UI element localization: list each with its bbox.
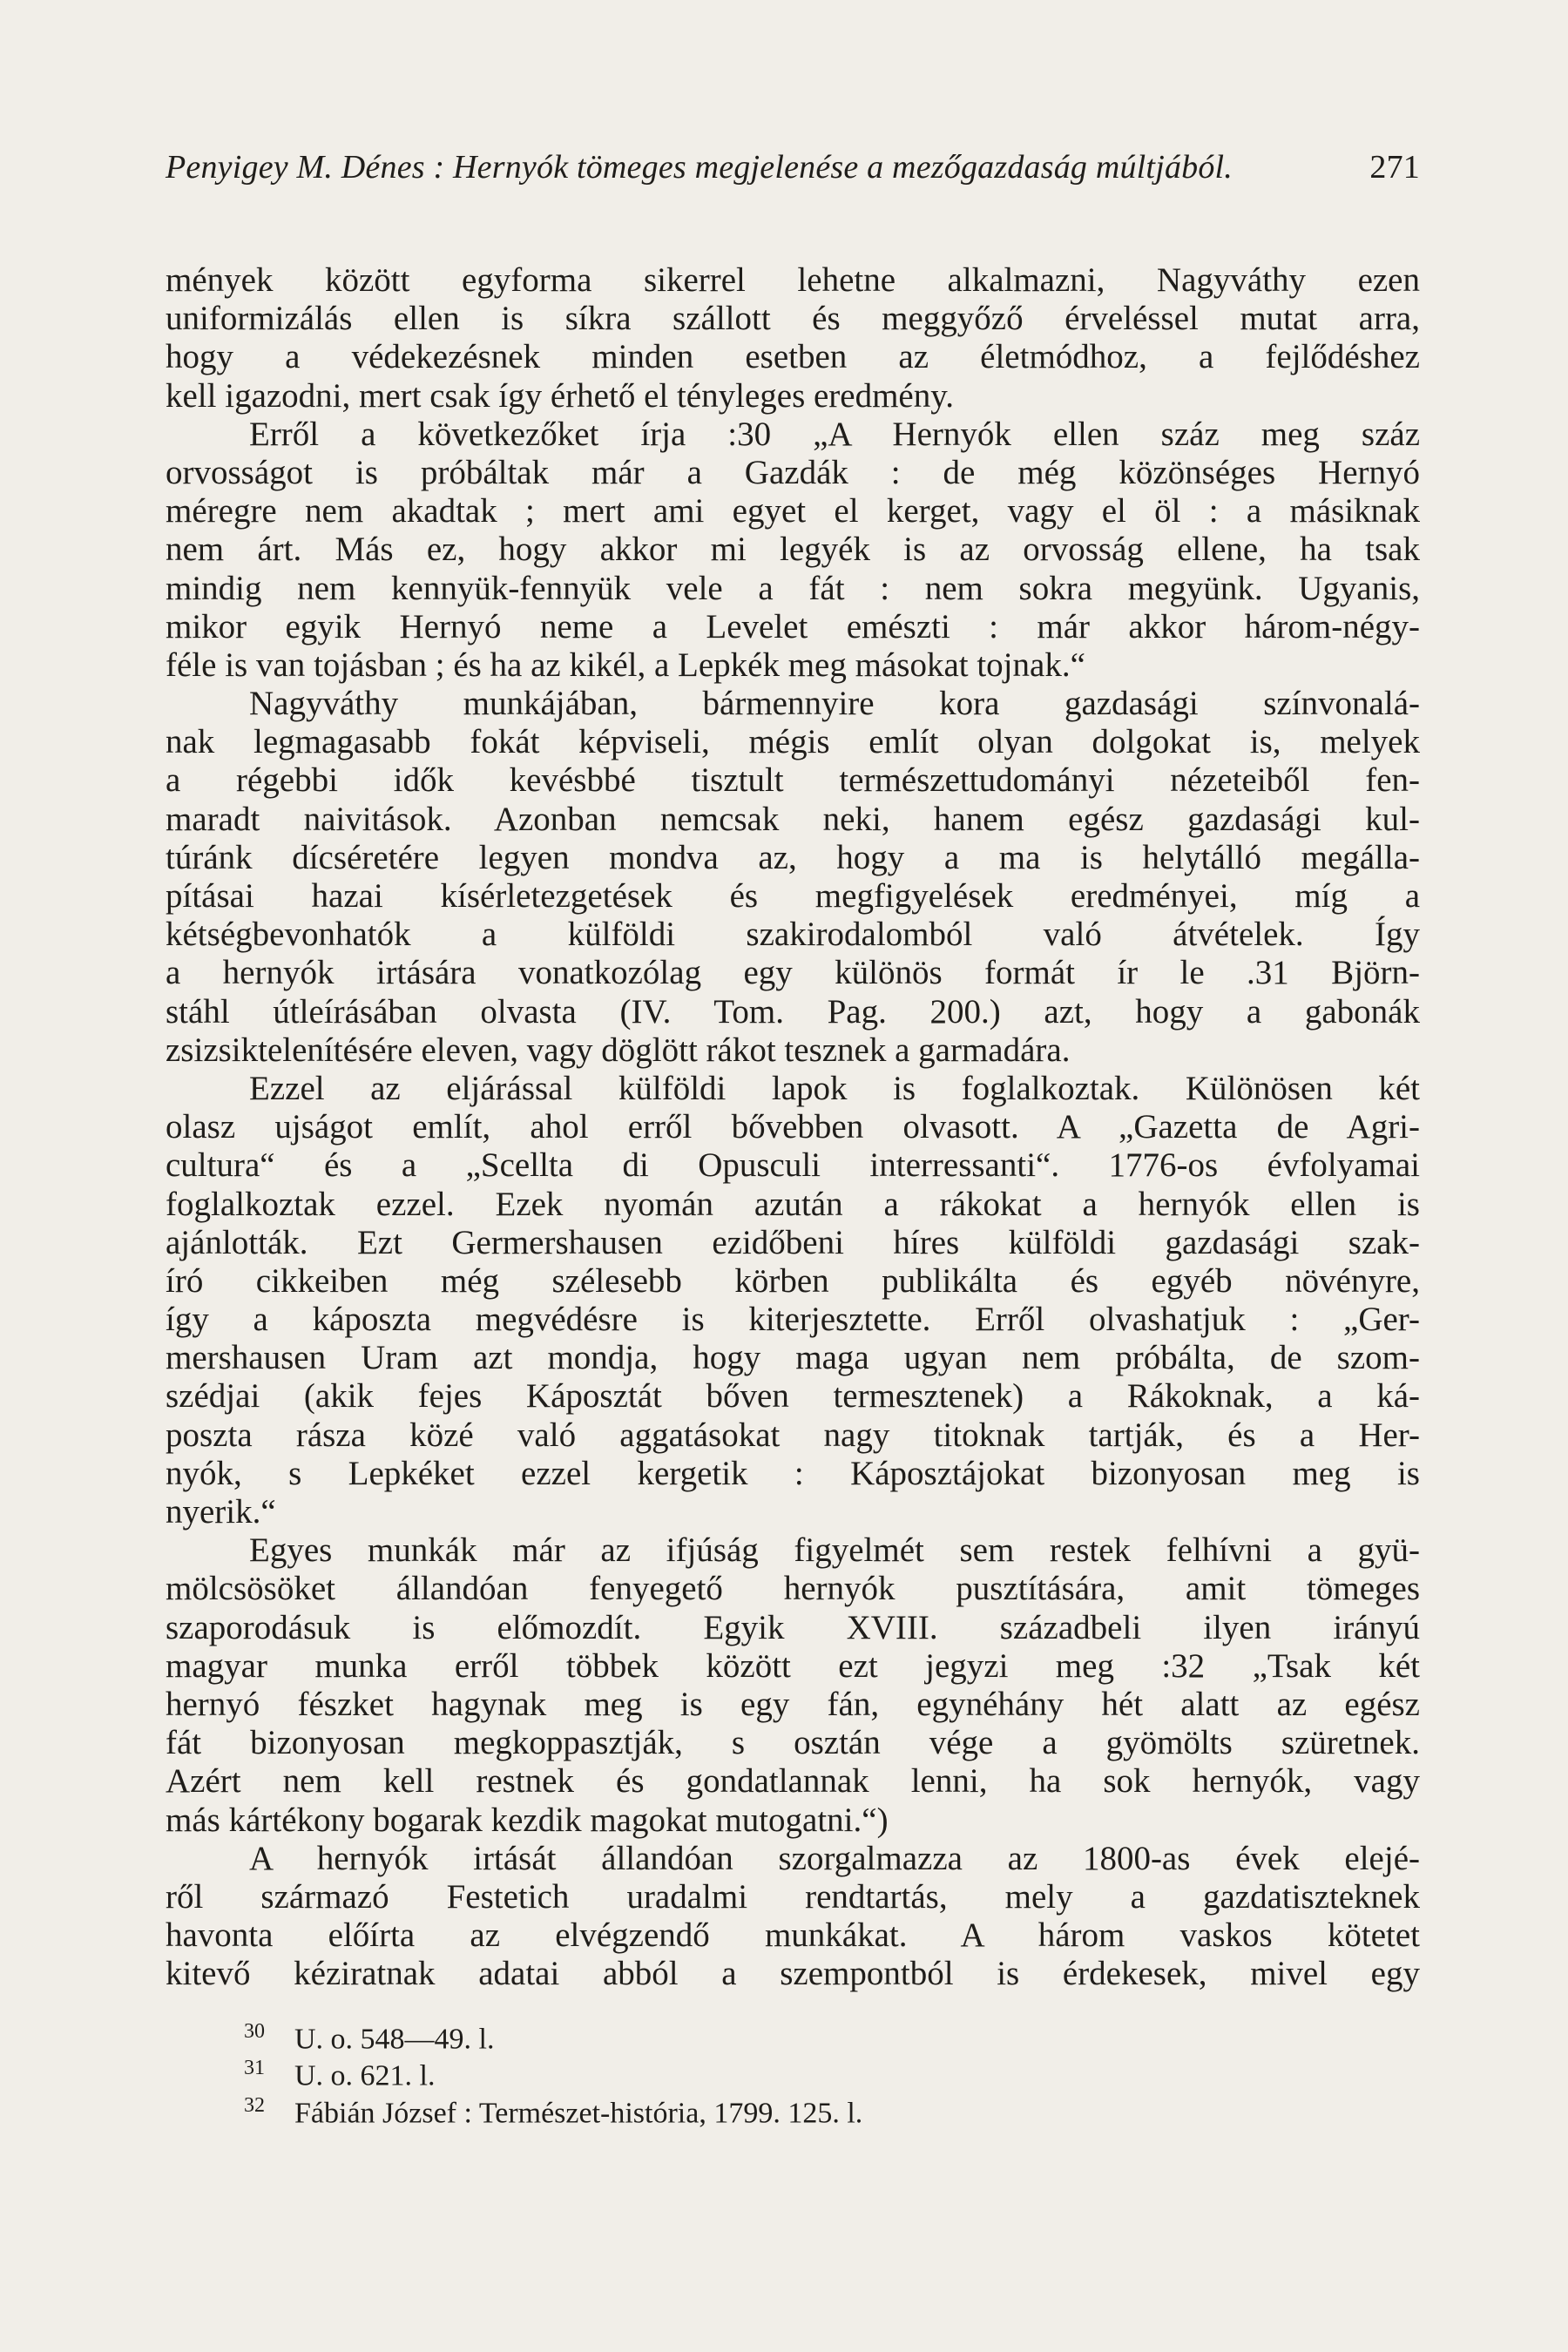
page-number: 271 (1369, 149, 1420, 186)
text-line: foglalkoztak ezzel. Ezek nyomán azután a rákokat a hernyók ellen is (166, 1185, 1420, 1223)
footnote-text: Fábián József : Természet-história, 1799. 125. l. (294, 2096, 863, 2129)
footnote (244, 2095, 1411, 2132)
text-line: Egyes munkák már az ifjúság figyelmét sem restek felhívni a gyü- (249, 1531, 1420, 1570)
text-line: a hernyók irtására vonatkozólag egy különös formát ír le .31 Björn- (166, 954, 1420, 992)
text-line: a régebbi idők kevésbbé tisztult természettudományi nézeteiből fen- (166, 761, 1420, 800)
text-line: Azért nem kell restnek és gondatlannak lenni, ha sok hernyók, vagy (166, 1762, 1420, 1801)
text-line: hernyó fészket hagynak meg is egy fán, egynéhány hét alatt az egész (166, 1685, 1420, 1723)
footnote-text: U. o. 621. l. (294, 2059, 436, 2092)
text-line: szédjai (akik fejes Káposztát bőven termesztenek) a Rákoknak, a ká- (166, 1377, 1420, 1416)
text-line: ről származó Festetich uradalmi rendtartás, mely a gazdatiszteknek (166, 1877, 1420, 1916)
text-line: stáhl útleírásában olvasta (IV. Tom. Pag. 200.) azt, hogy a gabonák (166, 992, 1420, 1031)
text-line: nyerik.“ (166, 1493, 276, 1531)
text-line: orvosságot is próbáltak már a Gazdák : de még közönséges Hernyó (166, 453, 1420, 491)
text-line: így a káposzta megvédésre is kiterjesztette. Erről olvashatjuk : „Ger- (166, 1301, 1420, 1339)
text-line: mershausen Uram azt mondja, hogy maga ugyan nem próbálta, de szom- (166, 1339, 1420, 1377)
text-line: féle is van tojásban ; és ha az kikél, a Lepkék meg másokat tojnak.“ (166, 645, 1085, 684)
text-line: cultura“ és a „Scellta di Opusculi interressanti“. 1776-os évfolyamai (166, 1146, 1420, 1185)
text-line: túránk dícséretére legyen mondva az, hogy a ma is helytálló megálla- (166, 838, 1420, 876)
text-line: zsizsiktelenítésére eleven, vagy döglött rákot tesznek a garmadára. (166, 1031, 1071, 1069)
text-line: Ezzel az eljárással külföldi lapok is foglalkoztak. Különösen két (249, 1069, 1420, 1107)
text-line: fát bizonyosan megkoppasztják, s osztán vége a gyömölts szüretnek. (166, 1724, 1420, 1762)
footnote-text: U. o. 548—49. l. (294, 2023, 495, 2056)
text-line: nyók, s Lepkéket ezzel kergetik : Káposztájokat bizonyosan meg is (166, 1454, 1420, 1492)
text-line: nem árt. Más ez, hogy akkor mi legyék is az orvosság ellene, ha tsak (166, 531, 1420, 569)
text-line: szaporodásuk is előmozdít. Egyik XVIII. századbeli ilyen irányú (166, 1608, 1420, 1646)
text-line: maradt naivitások. Azonban nemcsak neki, hanem egész gazdasági kul- (166, 800, 1420, 838)
header-author: Penyigey M. Dénes (166, 149, 425, 186)
text-line: Erről a következőket írja :30 „A Hernyók ellen száz meg száz (249, 415, 1420, 453)
text-line: méregre nem akadtak ; mert ami egyet el kerget, vagy el öl : a másiknak (166, 492, 1420, 531)
text-line: mölcsösöket állandóan fenyegető hernyók pusztítására, amit tömeges (166, 1570, 1420, 1608)
text-line: mények között egyforma sikerrel lehetne alkalmazni, Nagyváthy ezen (166, 261, 1420, 299)
footnote (244, 2021, 1411, 2058)
footnote-number: 31 (244, 2057, 265, 2080)
text-line: nak legmagasabb fokát képviseli, mégis említ olyan dolgokat is, melyek (166, 723, 1420, 761)
text-line: pításai hazai kísérletezgetések és megfigyelések eredményei, míg a (166, 877, 1420, 915)
body-text (166, 261, 1420, 1993)
text-line: mikor egyik Hernyó neme a Levelet emészti : már akkor három-négy- (166, 607, 1420, 645)
text-line: kitevő kéziratnak adatai abból a szempontból is érdekesek, mivel egy (166, 1955, 1420, 1993)
footnote (244, 2058, 1411, 2094)
text-line: ajánlották. Ezt Germershausen ezidőbeni híres külföldi gazdasági szak- (166, 1223, 1420, 1261)
running-header (166, 145, 1420, 190)
footnotes (244, 2021, 1411, 2132)
footnote-number: 30 (244, 2020, 265, 2043)
text-line: havonta előírta az elvégzendő munkákat. A három vaskos kötetet (166, 1916, 1420, 1955)
text-line: hogy a védekezésnek minden esetben az életmódhoz, a fejlődéshez (166, 338, 1420, 376)
header-separator: : (424, 149, 454, 186)
text-line: mindig nem kennyük-fennyük vele a fát : nem sokra megyünk. Ugyanis, (166, 569, 1420, 607)
text-line: Nagyváthy munkájában, bármennyire kora gazdasági színvonalá- (249, 685, 1420, 723)
text-line: olasz ujságot említ, ahol erről bővebben olvasott. A „Gazetta de Agri- (166, 1108, 1420, 1146)
text-line: más kártékony bogarak kezdik magokat mutogatni.“) (166, 1801, 889, 1839)
text-line: uniformizálás ellen is síkra szállott és meggyőző érveléssel mutat arra, (166, 300, 1420, 338)
text-line: poszta rásza közé való aggatásokat nagy titoknak tartják, és a Her- (166, 1416, 1420, 1454)
header-title: Hernyók tömeges megjelenése a mezőgazdaság múltjából. (453, 149, 1233, 186)
text-line: kell igazodni, mert csak így érhető el tényleges eredmény. (166, 376, 954, 415)
text-line: magyar munka erről többek között ezt jegyzi meg :32 „Tsak két (166, 1646, 1420, 1685)
footnote-number: 32 (244, 2093, 265, 2117)
text-line: kétségbevonhatók a külföldi szakirodalomból való átvételek. Így (166, 916, 1420, 954)
text-line: A hernyók irtását állandóan szorgalmazza az 1800-as évek elejé- (249, 1839, 1420, 1877)
text-line: író cikkeiben még szélesebb körben publikálta és egyéb növényre, (166, 1261, 1420, 1300)
